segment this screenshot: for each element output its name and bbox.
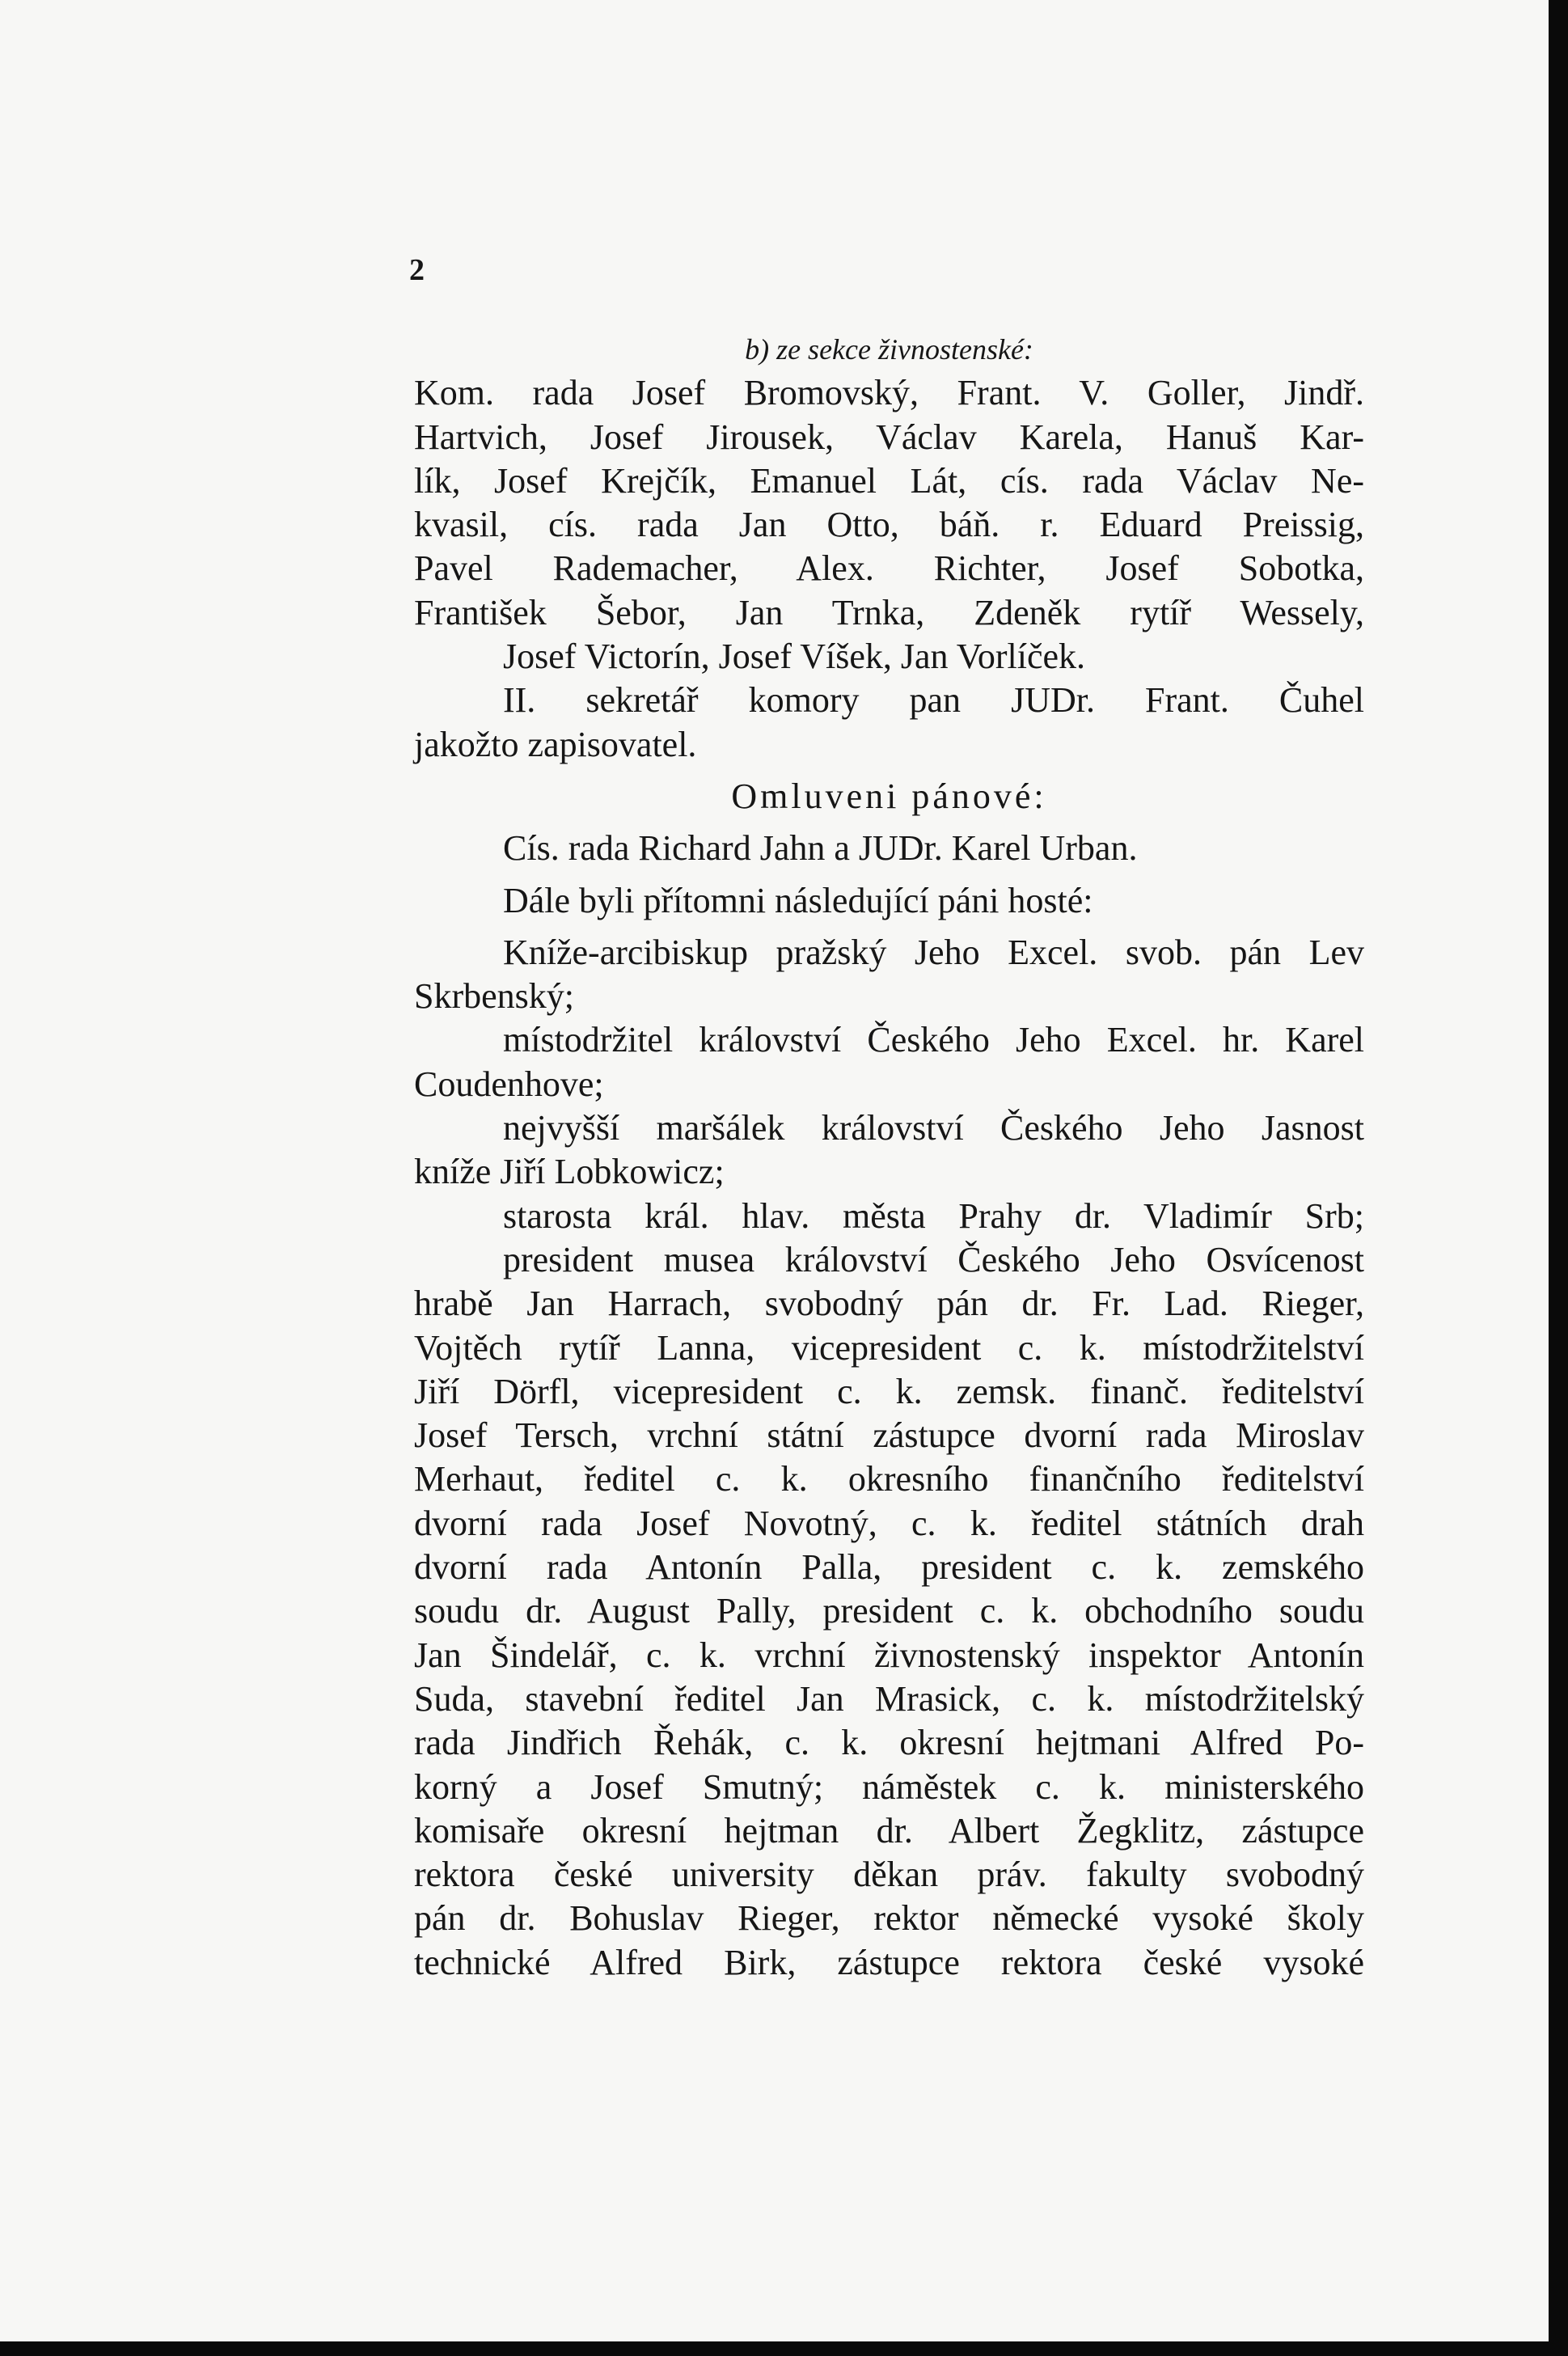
text-line: kvasil, cís. rada Jan Otto, báň. r. Eduard Preissig, xyxy=(414,505,1364,545)
text-line: Merhaut, ředitel c. k. okresního finančního ředitelství xyxy=(414,1459,1364,1499)
text-line: hrabě Jan Harrach, svobodný pán dr. Fr. Lad. Rieger, xyxy=(414,1284,1364,1324)
text-line: Pavel Rademacher, Alex. Richter, Josef Sobotka, xyxy=(414,548,1364,589)
text-line: pán dr. Bohuslav Rieger, rektor německé vysoké školy xyxy=(414,1898,1364,1939)
text-line: Kom. rada Josef Bromovský, Frant. V. Goller, Jindř. xyxy=(414,373,1364,413)
text-line: dvorní rada Josef Novotný, c. k. ředitel státních drah xyxy=(414,1503,1364,1543)
text-line: lík, Josef Krejčík, Emanuel Lát, cís. rada Václav Ne- xyxy=(414,460,1364,501)
text-line: Josef Tersch, vrchní státní zástupce dvorní rada Miroslav xyxy=(414,1415,1364,1456)
text-line: Kníže-arcibiskup pražský Jeho Excel. svob. pán Lev xyxy=(503,932,1364,972)
text-line: dvorní rada Antonín Palla, president c. k. zemského xyxy=(414,1547,1364,1588)
text-line: nejvyšší maršálek království Českého Jeho Jasnost xyxy=(503,1108,1364,1148)
text-line: Hartvich, Josef Jirousek, Václav Karela, Hanuš Kar- xyxy=(414,417,1364,457)
text-line: kníže Jiří Lobkowicz; xyxy=(414,1152,725,1192)
text-line: Coudenhove; xyxy=(414,1064,604,1104)
text-line: Josef Victorín, Josef Víšek, Jan Vorlíček. xyxy=(503,637,1086,677)
text-line: technické Alfred Birk, zástupce rektora české vysoké xyxy=(414,1942,1364,1982)
text-line: jakožto zapisovatel. xyxy=(414,724,697,764)
text-line: rektora české university děkan práv. fakulty svobodný xyxy=(414,1855,1364,1895)
text-line: Vojtěch rytíř Lanna, vicepresident c. k. místodržitelství xyxy=(414,1327,1364,1368)
text-line: Jan Šindelář, c. k. vrchní živnostenský inspektor Antonín xyxy=(414,1635,1364,1675)
body-text xyxy=(414,328,1364,1985)
section-heading: Omluveni pánové: xyxy=(731,776,1047,816)
page-number: 2 xyxy=(409,253,425,287)
text-line: Skrbenský; xyxy=(414,976,574,1017)
text-line: František Šebor, Jan Trnka, Zdeněk rytíř Wessely, xyxy=(414,592,1364,632)
text-line: Jiří Dörfl, vicepresident c. k. zemsk. finanč. ředitelství xyxy=(414,1371,1364,1411)
text-line: Suda, stavební ředitel Jan Mrasick, c. k. místodržitelský xyxy=(414,1678,1364,1719)
text-line: II. sekretář komory pan JUDr. Frant. Čuhel xyxy=(503,680,1364,721)
text-line: místodržitel království Českého Jeho Excel. hr. Karel xyxy=(503,1020,1364,1060)
text-line: korný a Josef Smutný; náměstek c. k. ministerského xyxy=(414,1766,1364,1807)
text-line: komisaře okresní hejtman dr. Albert Žegklitz, zástupce xyxy=(414,1810,1364,1851)
text-line: president musea království Českého Jeho Osvícenost xyxy=(503,1239,1364,1280)
text-line: rada Jindřich Řehák, c. k. okresní hejtmani Alfred Po- xyxy=(414,1723,1364,1763)
text-line: starosta král. hlav. města Prahy dr. Vladimír Srb; xyxy=(503,1195,1364,1236)
text-line: b) ze sekce živnostenské: xyxy=(745,333,1033,366)
text-line: Cís. rada Richard Jahn a JUDr. Karel Urban. xyxy=(503,828,1138,869)
text-line: soudu dr. August Pally, president c. k. obchodního soudu xyxy=(414,1591,1364,1631)
text-line: Dále byli přítomni následující páni hosté: xyxy=(503,880,1093,920)
